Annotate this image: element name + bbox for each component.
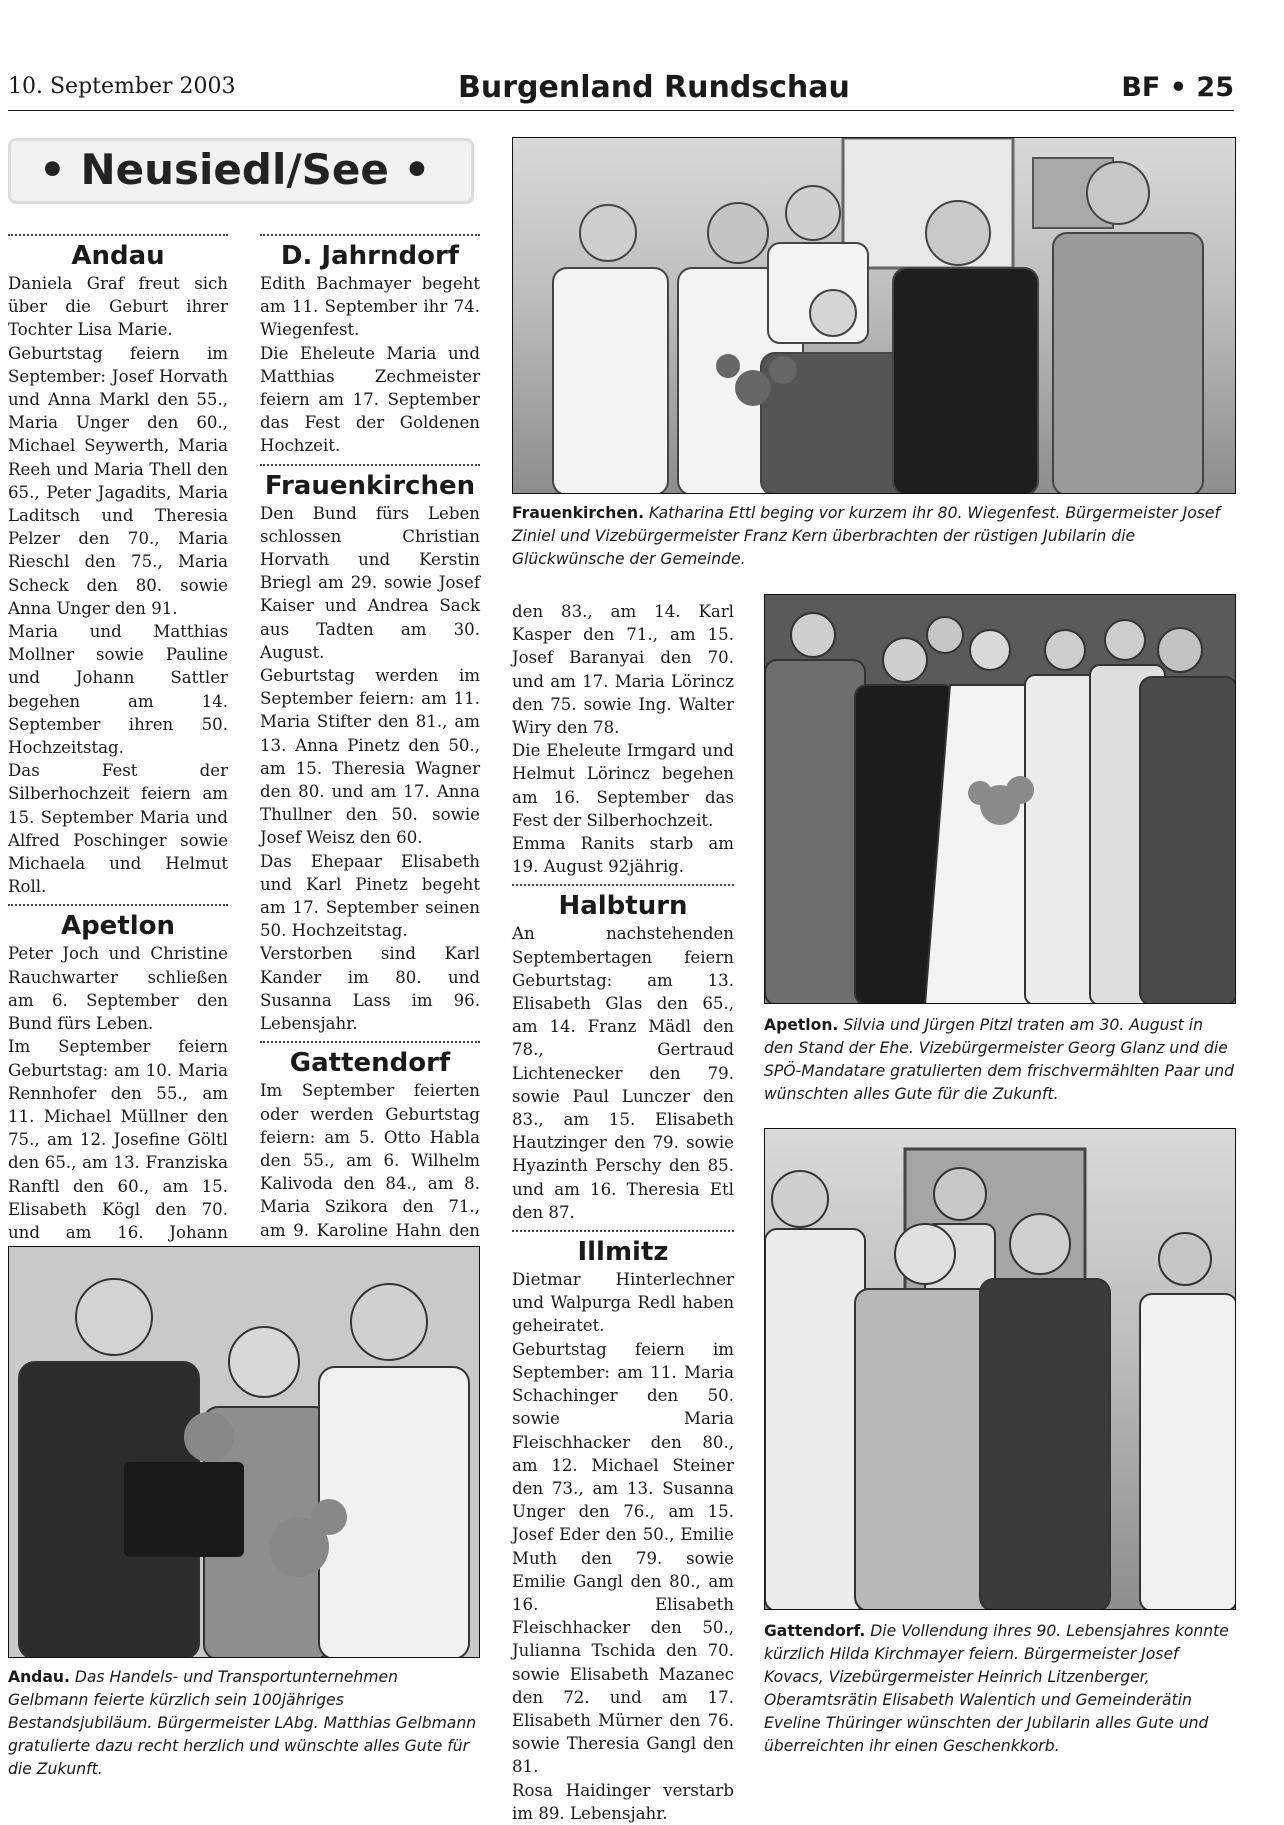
divider xyxy=(512,884,734,886)
caption-place: Gattendorf. xyxy=(764,1622,866,1640)
photo-apetlon xyxy=(764,594,1236,1004)
article-text: den 83., am 14. Karl Kasper den 71., am 15. Josef Baranyai den 70. und am 17. Maria Lörincz den 75. sowie Ing. Walter Wiry den 78. xyxy=(512,602,734,738)
caption-place: Apetlon. xyxy=(764,1016,839,1034)
column-3 xyxy=(512,600,734,1825)
newspaper-title: Burgenland Rundschau xyxy=(458,70,850,105)
article-text: Emma Ranits starb am 19. August 92jährig. xyxy=(512,834,734,877)
divider xyxy=(260,234,480,236)
divider xyxy=(260,464,480,466)
page-number: BF • 25 xyxy=(1121,72,1234,103)
caption-text: Katharina Ettl beging vor kurzem ihr 80. Wiegenfest. Bürgermeister Josef Ziniel und Vizebürgermeister Franz Kern überbrachten der rüstigen Jubilarin die Glückwünsche der Gemeinde. xyxy=(512,504,1220,568)
article-text: Daniela Graf freut sich über die Geburt ihrer Tochter Lisa Marie. xyxy=(8,274,228,340)
section-title-halbturn: Halbturn xyxy=(558,891,688,922)
article-text: Dietmar Hinterlechner und Walpurga Redl haben geheiratet. xyxy=(512,1270,734,1336)
caption-text: Das Handels- und Transportunternehmen Gelbmann feierte kürzlich sein 100jähriges Bestandsjubiläum. Bürgermeister LAbg. Matthias Gelbmann gratulierte dazu recht herzlich und wünschte alles Gute für die Zukunft. xyxy=(8,1668,477,1778)
article-text: Das Ehepaar Elisabeth und Karl Pinetz begeht am 17. September seinen 50. Hochzeitstag. xyxy=(260,851,480,941)
article-text: Geburtstag feiern im September: am 11. Maria Schachinger den 50. sowie Maria Fleischhacker den 80., am 12. Michael Steiner den 73., am 13. Susanna Unger den 76., am 15. Josef Eder den 50., Emilie Muth den 79. sowie Emilie Gangl den 80., am 16. Elisabeth Fleischhacker den 50., Julianna Tschida den 70. sowie Elisabeth Mazanec den 72. und am 17. Elisabeth Mürner den 76. sowie Theresia Gangl den 81. xyxy=(512,1339,734,1777)
caption-text: Silvia und Jürgen Pitzl traten am 30. August in den Stand der Ehe. Vizebürgermeister Georg Glanz und die SPÖ-Mandatare gratulierten dem frischvermählten Paar und wünschten alles Gute für die Zukunft. xyxy=(764,1016,1235,1103)
caption-text: Die Vollendung ihres 90. Lebensjahres konnte kürzlich Hilda Kirchmayer feiern. Bürgermeister Josef Kovacs, Vizebürgermeister Heinrich Litzenberger, Oberamtsrätin Elisabeth Walentich und Gemeinderätin Eveline Thüringer wünschten der Jubilarin alles Gute und überreichten ihr einen Geschenkkorb. xyxy=(764,1622,1229,1755)
photo-andau xyxy=(8,1246,480,1658)
column-1 xyxy=(8,228,228,1267)
photo-frauenkirchen xyxy=(512,137,1236,494)
divider xyxy=(8,904,228,906)
divider xyxy=(512,1230,734,1232)
issue-date: 10. September 2003 xyxy=(8,74,236,99)
article-text: Im September feiern Geburtstag: am 10. Maria Rennhofer den 55., am 11. Michael Müllner den 75., am 12. Josefine Göltl den 65., am 13. Franziska Ranftl den 60., am 15. Elisabeth Kögl den 70. und am 16. Johann xyxy=(8,1037,228,1242)
article-text: Das Fest der Silberhochzeit feiern am 15. September Maria und Alfred Poschinger sowie Michaela und Helmut Roll. xyxy=(8,761,228,897)
divider xyxy=(8,234,228,236)
article-text: Den Bund fürs Leben schlossen Christian Horvath und Kerstin Briegl am 29. sowie Josef Kaiser und Andrea Sack aus Tadten am 30. August. xyxy=(260,503,480,662)
section-title-apetlon: Apetlon xyxy=(60,911,176,942)
caption-apetlon xyxy=(764,1014,1236,1106)
article-text: Edith Bachmayer begeht am 11. September ihr 74. Wiegenfest. xyxy=(260,274,480,340)
article-text: Geburtstag werden im September feiern: am 11. Maria Stifter den 81., am 13. Anna Pinetz den 50., am 15. Theresia Wagner den 80. und am 17. Anna Thullner den 50. sowie Josef Weisz den 60. xyxy=(260,666,480,848)
article-text: Im September feierten oder werden Geburtstag feiern: am 5. Otto Habla den 55., am 6. Wilhelm Kalivoda den 84., am 8. Maria Szikora den 71., am 9. Karoline Hahn den xyxy=(260,1081,480,1240)
caption-gattendorf xyxy=(764,1620,1236,1758)
section-title-andau: Andau xyxy=(71,241,165,271)
caption-frauenkirchen xyxy=(512,502,1236,571)
article-text: Geburtstag feiern im September: Josef Horvath und Anna Markl den 55., Maria Unger den 60., Michael Seywerth, Maria Reeh und Maria Thell den 65., Peter Jagadits, Maria Laditsch und Theresia Pelzer den 70., Maria Rieschl den 75., Maria Scheck den 80. sowie Anna Unger den 91. xyxy=(8,343,228,618)
page-header xyxy=(8,70,1234,111)
article-text: Verstorben sind Karl Kander im 80. und Susanna Lass im 96. Lebensjahr. xyxy=(260,944,480,1034)
article-text: Maria und Matthias Mollner sowie Pauline und Johann Sattler begehen am 14. September ihren 50. Hochzeitstag. xyxy=(8,622,228,758)
photo-gattendorf xyxy=(764,1128,1236,1610)
article-text: Die Eheleute Maria und Matthias Zechmeister feiern am 17. September das Fest der Goldenen Hochzeit. xyxy=(260,343,480,456)
caption-place: Frauenkirchen. xyxy=(512,504,644,522)
section-title-illmitz: Illmitz xyxy=(577,1237,669,1268)
section-title-frauenkirchen: Frauenkirchen xyxy=(264,470,476,501)
region-banner: • Neusiedl/See • xyxy=(8,138,474,204)
article-text: Rosa Haidinger verstarb im 89. Lebensjahr. xyxy=(512,1780,734,1823)
caption-place: Andau. xyxy=(8,1668,70,1686)
section-title-jahrndorf: D. Jahrndorf xyxy=(280,241,460,271)
caption-andau xyxy=(8,1666,480,1781)
divider xyxy=(260,1041,480,1043)
section-title-gattendorf: Gattendorf xyxy=(289,1048,451,1079)
article-text: Peter Joch und Christine Rauchwarter schließen am 6. September den Bund fürs Leben. xyxy=(8,944,228,1034)
article-text: Die Eheleute Irmgard und Helmut Lörincz begehen am 16. September das Fest der Silberhochzeit. xyxy=(512,741,734,830)
article-text: An nachstehenden Septembertagen feiern Geburtstag: am 13. Elisabeth Glas den 65., am 14. Franz Mädl den 78., Gertraud Lichtenecker den 79. sowie Paul Lunczer den 83., am 15. Elisabeth Hautzinger den 79. sowie Hyazinth Perschy den 85. und am 16. Theresia Etl den 87. xyxy=(512,924,734,1222)
column-2 xyxy=(260,228,480,1288)
